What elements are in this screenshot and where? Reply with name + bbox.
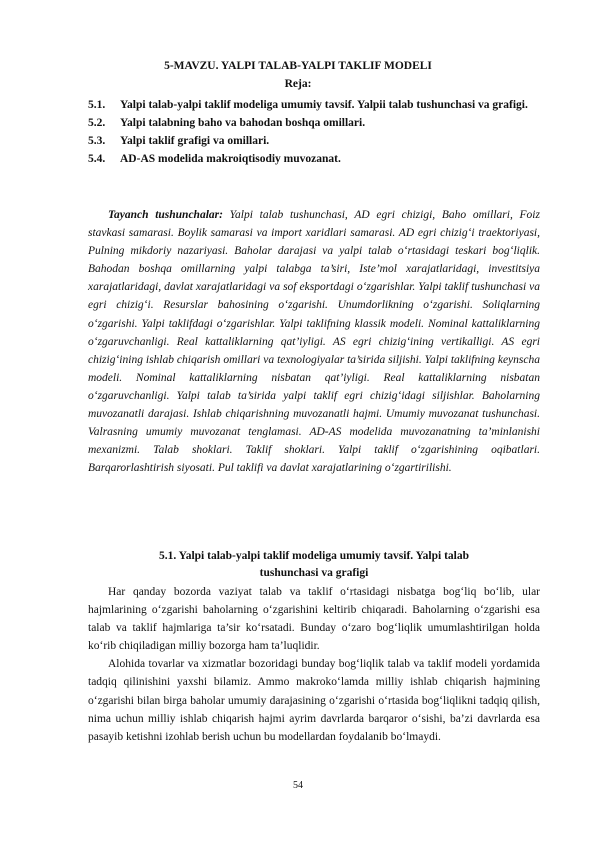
- key-concepts-label: Tayanch tushunchalar:: [108, 209, 223, 221]
- page-number: 54: [293, 780, 303, 791]
- plan-item-number: 5.4.: [88, 153, 106, 165]
- plan-item-text: AD-AS modelida makroiqtisodiy muvozanat.: [120, 153, 341, 165]
- plan-item-text: Yalpi taklif grafigi va omillari.: [120, 135, 270, 147]
- plan-item-text: Yalpi talab-yalpi taklif modeliga umumiy tavsif. Yalpii talab tushunchasi va grafigi.: [120, 99, 528, 111]
- plan-item: [88, 96, 540, 114]
- plan-list: [88, 96, 540, 168]
- key-concepts-text: Yalpi talab tushunchasi, AD egri chizigi, Baho omillari, Foiz stavkasi samarasi. Boylik samarasi va import xaridlari samarasi. AD egri chizig‘i traektoriyasi, Pulning mikdoriy nazariyasi. Baholar darajasi va yalpi talab o‘rtasidagi teskari bog‘liqlik. Bahodan boshqa omillarning yalpi talabga ta’siri, Iste’mol xarajatlaridagi, investitsiya xarajatlaridagi, davlat xarajatlaridagi va sof eksportdagi o‘zgarishlar. Yalpi taklif tushunchasi va egri chizig‘i. Resurslar bahosining o‘zgarishi. Unumdorlikning o‘zgarishi. Soliqlarning o‘zgarishi. Yalpi taklifdagi o‘zgarishlar. Yalpi taklifning klassik modeli. Nominal kattaliklarning o‘zgaruvchanligi. Real kattaliklarning qat’iyligi. AS egri chizig‘ining vertikalligi. AS egri chizig‘ining ishlab chiqarish omillari va texnologiyalar ta’sirida siljishi. Yalpi taklifning keynscha modeli. Nominal kattaliklarning nisbatan qat’iyligi. Real kattaliklarning nisbatan o‘zgaruvchanligi. Yalpi talab ta’sirida yalpi taklif egri chizig‘idagi siljishlar. Baholarning muvozanatli darajasi. Ishlab chiqarishning muvozanatli hajmi. Umumiy muvozanat tushunchasi. Valrasning umumiy muvozanat tenglamasi. AD-AS modelida muvozanatning ta’minlanishi mexanizmi. Talab shoklari. Taklif shoklari. Yalpi taklif o‘zgarishining oqibatlari. Barqarorlashtirish siyosati. Pul taklifi va davlat xarajatlarining o‘zgartirilishi.: [88, 209, 540, 475]
- plan-item: [88, 132, 540, 150]
- plan-item: [88, 114, 540, 132]
- plan-item-number: 5.1.: [88, 99, 106, 111]
- key-concepts-paragraph: [88, 206, 540, 477]
- plan-label: Reja:: [284, 78, 312, 90]
- section-heading-line-1: 5.1. Yalpi talab-yalpi taklif modeliga umumiy tavsif. Yalpi talab: [158, 550, 469, 562]
- body-paragraph: Alohida tovarlar va xizmatlar bozoridagi bunday bog‘liqlik talab va taklif modeli yordamida tadqiq qilinishini yaxshi bilamiz. Ammo makroko‘lamda milliy ishlab chiqarish hajmining o‘zgarishi bilan birga baholar umumiy darajasining o‘zgarishi o‘rtasida bog‘liqlikni tadqiq qilish, nima uchun milliy ishlab chiqarish hajmi ayrim davrlarda barqaror o‘sishi, ba’zi davrlarda esa pasayib ketishni izohlab berish uchun bu modellardan foydalanib bo‘lmaydi.: [88, 658, 540, 743]
- body-paragraph: Har qanday bozorda vaziyat talab va taklif o‘rtasidagi nisbatga bog‘liq bo‘lib, ular hajmlarining o‘zgarishi baholarning o‘zgarishini keltirib chiqaradi. Baholarning o‘zgarishi esa talab va taklif hajmlariga ta’sir ko‘rsatadi. Bunday o‘zaro bog‘liqlik umumlashtirilgan holda ko‘rib chiqiladigan milliy bozorga ham ta’luqlidir.: [88, 586, 540, 653]
- plan-item: [88, 150, 540, 168]
- plan-item-number: 5.3.: [88, 135, 106, 147]
- section-heading: [88, 548, 540, 582]
- plan-item-number: 5.2.: [88, 117, 106, 129]
- body-text: [88, 583, 540, 746]
- chapter-title: 5-MAVZU. YALPI TALAB-YALPI TAKLIF MODELI: [164, 60, 432, 72]
- section-heading-line-2: tushunchasi va grafigi: [259, 567, 369, 579]
- plan-item-text: Yalpi talabning baho va bahodan boshqa omillari.: [120, 117, 366, 129]
